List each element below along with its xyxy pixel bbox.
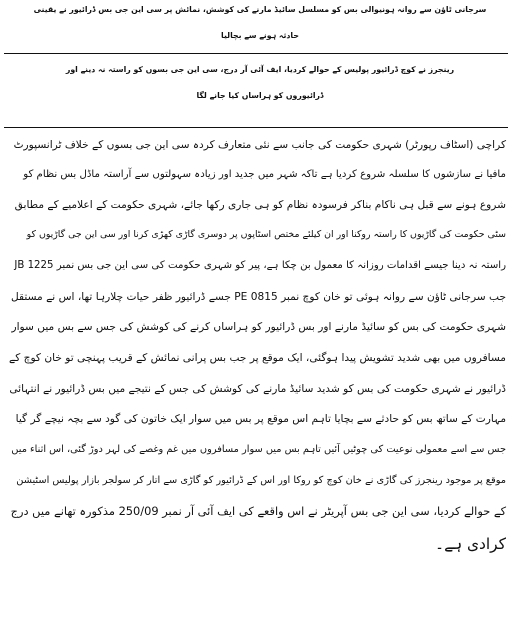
headline-1 <box>4 0 508 54</box>
body-line: مافیا نے سازشوں کا سلسلہ شروع کردیا ہے تاکہ شہر میں جدید اور زیادہ سہولتوں سے آراستہ ماڈل بس نظام کو <box>23 169 506 180</box>
body-line: کرادی ہے۔ <box>435 535 506 553</box>
body-line: ڈرائیور نے شہری حکومت کی بس کو شدید سائیڈ مارنے کی کوشش کی جس کے نتیجے میں بس ڈرائیور نے انتہائی <box>9 383 506 395</box>
body-line: جب سرجانی ٹاؤن سے روانہ ہوئی تو خان کوچ نمبر PE 0815 جسے ڈرائیور ظفر حیات چلارہا تھا، اس نے مستقل <box>11 291 506 303</box>
body-line: شہری حکومت کی بس کو سائیڈ مارنے اور بس ڈرائیور کو ہراساں کرنے کی کوشش کی جس سے بس میں سوار <box>11 321 506 333</box>
headline-2-line-2: ڈرائیوروں کو ہراساں کیا جانے لگا <box>196 91 324 100</box>
headline-1-line-2: حادثہ ہونے سے بچالیا <box>221 31 299 40</box>
body-line: راستہ نہ دینا جیسے اقدامات روزانہ کا معمول بن چکا ہے، پیر کو شہری حکومت کی سی این جی بس نمبر JB 1225 <box>14 260 506 271</box>
body-line: مہارت کے ساتھ بس کو حادثے سے بچایا تاہم اس موقع پر بس میں سوار ایک خاتون کی گود سے بچہ نیچے گر گیا <box>15 413 506 425</box>
body-line: کے حوالے کردیا، سی این جی بس آپریٹر نے اس واقعے کی ایف آئی آر نمبر 250/09 مذکورہ تھانے میں درج <box>10 504 506 518</box>
body-line: سٹی حکومت کی گاڑیوں کا راستہ روکنا اور ان کیلئے مختص اسٹاپوں پر دوسری گاڑی کھڑی کرنا اور سی این جی گاڑیوں کو <box>26 229 506 240</box>
body-line: مسافروں میں بھی شدید تشویش پیدا ہوگئی، ایک موقع پر جب بس پرانی نمائش کے قریب پہنچی تو خان کوچ کے <box>8 352 506 364</box>
body-line: جس سے اسے معمولی نوعیت کی چوٹیں آئیں تاہم بس میں سوار مسافروں میں غم وغصے کی لہر دوڑ گئی، اس اثناء میں <box>11 444 506 455</box>
body-line: شروع ہونے سے قبل ہی ناکام بناکر فرسودہ نظام کو ہی جاری رکھا جائے، شہری حکومت کے اعلامیے کے مطابق <box>14 199 506 211</box>
body-line: موقع پر موجود رینجرز کی گاڑی نے خان کوچ کو روکا اور اس کے ڈرائیور کو گاڑی سے اتار کر سولجر بازار پولیس اسٹیشن <box>16 475 506 486</box>
body-line: کراچی (اسٹاف رپورٹر) شہری حکومت کی جانب سے نئی متعارف کردہ سی این جی بسوں کے خلاف ٹرانسپورٹ <box>13 139 506 151</box>
headline-1-line-1: سرجانی ٹاؤن سے روانہ ہونیوالی بس کو مسلسل سائیڈ مارنے کی کوشش، نمائش پر سی این جی بس ڈرائیور نے یقینی <box>33 5 487 14</box>
headline-2-line-1: رینجرز نے کوچ ڈرائیور پولیس کے حوالے کردیا، ایف آئی آر درج، سی این جی بسوں کو راستہ نہ دینے اور <box>65 65 455 74</box>
headline-2 <box>4 56 508 128</box>
